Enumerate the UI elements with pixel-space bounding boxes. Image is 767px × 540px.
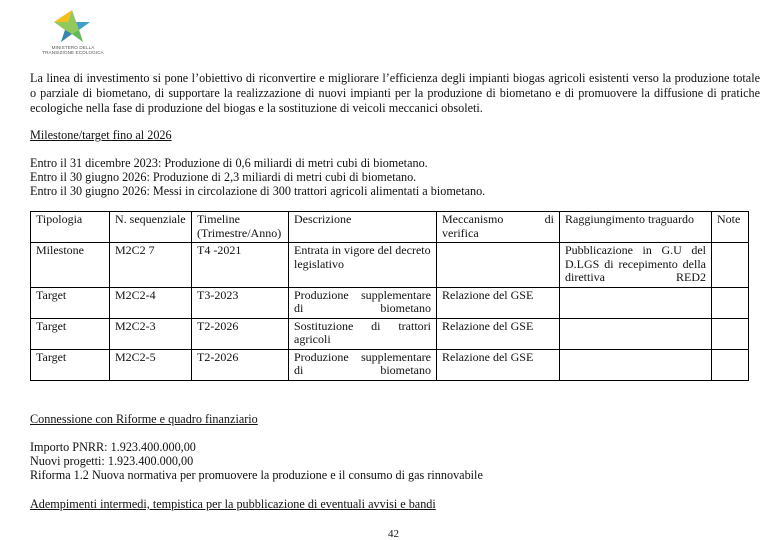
cell-timeline: T3-2023 [192, 287, 289, 318]
cell-tipologia: Target [31, 349, 110, 380]
logo-text [38, 45, 108, 55]
cell-timeline: T2-2026 [192, 349, 289, 380]
milestone-line-2: Entro il 30 giugno 2026: Produzione di 2,3 miliardi di metri cubi di biometano. [30, 170, 417, 184]
cell-raggiungimento [560, 318, 712, 349]
cell-tipologia: Target [31, 318, 110, 349]
header-timeline: Timeline (Trimestre/Anno) [192, 212, 289, 243]
cell-meccanismo: Relazione del GSE [437, 287, 560, 318]
cell-descrizione: Produzione supplementare di biometano [289, 287, 437, 318]
table-row [31, 287, 749, 318]
cell-meccanismo: Relazione del GSE [437, 318, 560, 349]
logo-line-1: MINISTERO DELLA [51, 45, 95, 50]
milestone-line-3: Entro il 30 giugno 2026: Messi in circolazione di 300 trattori agricoli alimentati a biometano. [30, 184, 486, 198]
header-meccanismo: Meccanismo di verifica [437, 212, 560, 243]
milestone-heading: Milestone/target fino al 2026 [30, 128, 172, 142]
star-logo-icon [52, 8, 92, 44]
header-note: Note [712, 212, 749, 243]
cell-note [712, 243, 749, 288]
cell-meccanismo: Relazione del GSE [437, 349, 560, 380]
header-tipologia: Tipologia [31, 212, 110, 243]
table-row [31, 243, 749, 288]
cell-n-seq: M2C2-5 [110, 349, 192, 380]
intro-paragraph: La linea di investimento si pone l’obiettivo di riconvertire e migliorare l’efficienza degli impianti biogas agricoli esistenti verso la produzione totale o parziale di biometano, di supportare la realizzazione di nuovi impianti per la produzione di biometano e di promuovere la diffusione di pratiche ecologiche nella fase di produzione del biogas e la sostituzione di veicoli meccanici obsoleti. [30, 71, 760, 115]
nuovi-progetti-line: Nuovi progetti: 1.923.400.000,00 [30, 454, 194, 468]
milestone-line-1: Entro il 31 dicembre 2023: Produzione di 0,6 miliardi di metri cubi di biometano. [30, 156, 428, 170]
cell-descrizione: Sostituzione di trattori agricoli [289, 318, 437, 349]
cell-timeline: T4 -2021 [192, 243, 289, 288]
importo-line: Importo PNRR: 1.923.400.000,00 [30, 440, 196, 454]
page-number: 42 [388, 528, 399, 540]
cell-n-seq: M2C2-4 [110, 287, 192, 318]
cell-tipologia: Milestone [31, 243, 110, 288]
table-row [31, 318, 749, 349]
riforma-line: Riforma 1.2 Nuova normativa per promuovere la produzione e il consumo di gas rinnovabile [30, 468, 483, 482]
cell-descrizione: Produzione supplementare di biometano [289, 349, 437, 380]
ministry-logo [38, 8, 108, 56]
cell-note [712, 349, 749, 380]
cell-note [712, 318, 749, 349]
cell-note [712, 287, 749, 318]
table-header-row [31, 212, 749, 243]
table-row [31, 349, 749, 380]
adempimenti-heading: Adempimenti intermedi, tempistica per la pubblicazione di eventuali avvisi e bandi [30, 497, 436, 511]
connessione-heading: Connessione con Riforme e quadro finanziario [30, 412, 258, 426]
header-n-seq: N. sequenziale [110, 212, 192, 243]
cell-timeline: T2-2026 [192, 318, 289, 349]
header-raggiungimento: Raggiungimento traguardo [560, 212, 712, 243]
cell-n-seq: M2C2-3 [110, 318, 192, 349]
cell-n-seq: M2C2 7 [110, 243, 192, 288]
milestone-table [30, 211, 749, 381]
cell-raggiungimento: Pubblicazione in G.U del D.LGS di recepimento della direttiva RED2 [560, 243, 712, 288]
cell-meccanismo [437, 243, 560, 288]
header-descrizione: Descrizione [289, 212, 437, 243]
cell-descrizione: Entrata in vigore del decreto legislativo [289, 243, 437, 288]
logo-line-2: TRANSIZIONE ECOLOGICA [42, 50, 104, 55]
cell-raggiungimento [560, 349, 712, 380]
cell-raggiungimento [560, 287, 712, 318]
cell-tipologia: Target [31, 287, 110, 318]
